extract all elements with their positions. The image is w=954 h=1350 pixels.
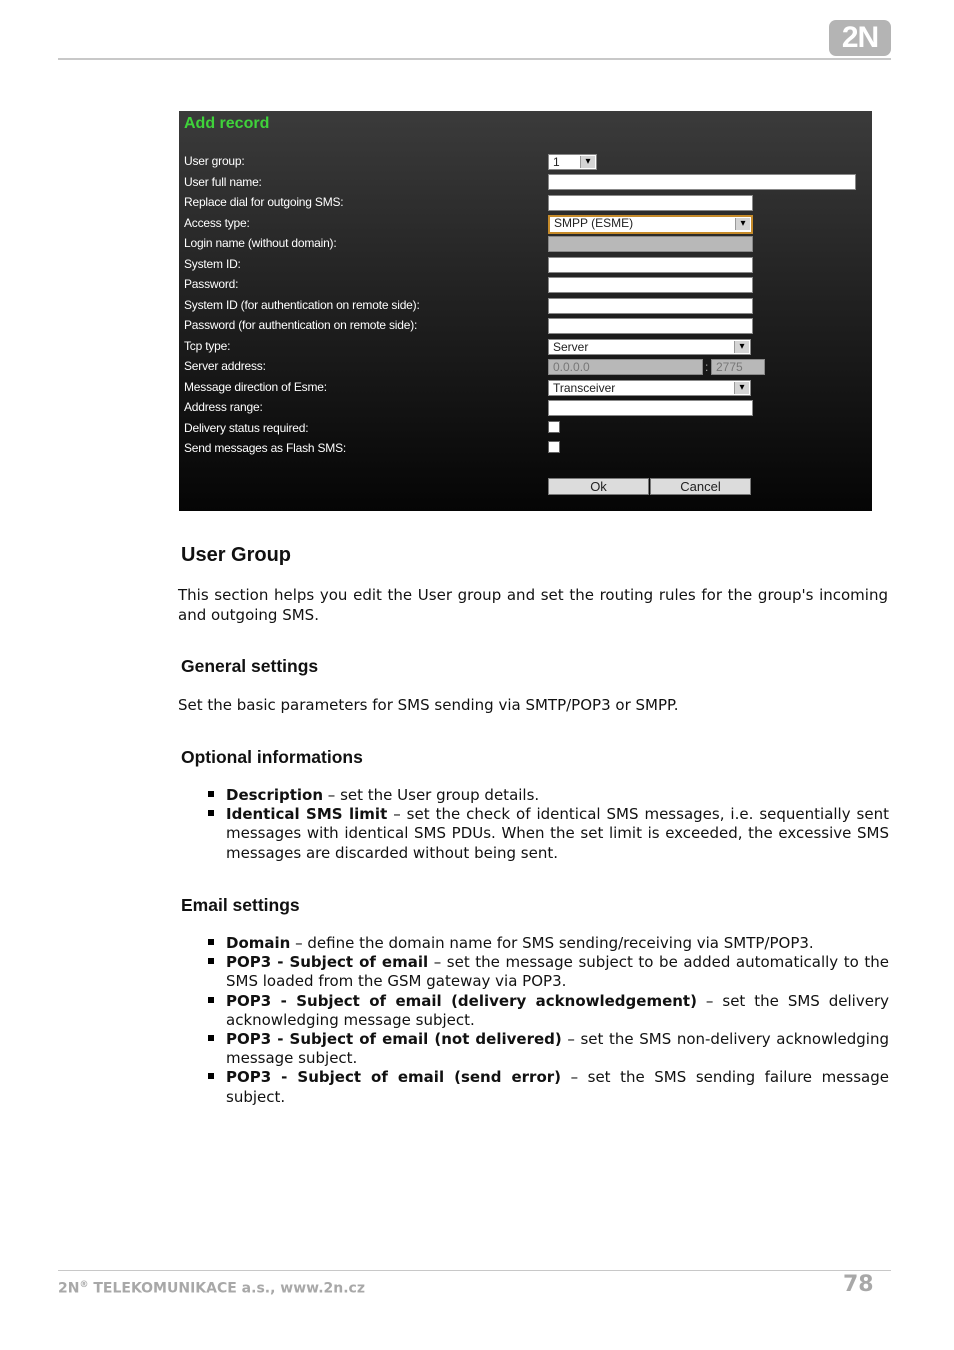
delivery-status-checkbox[interactable] xyxy=(548,421,560,433)
list-item: POP3 - Subject of email (not delivered) – set the SMS non-delivery acknowledging message subject. xyxy=(206,1030,889,1068)
system-id-remote-input[interactable] xyxy=(548,298,753,314)
password-input[interactable] xyxy=(548,277,753,293)
user-group-label: User group: xyxy=(184,154,245,168)
system-id-label: System ID: xyxy=(184,257,241,271)
list-item: POP3 - Subject of email (delivery acknowledgement) – set the SMS delivery acknowledging message subject. xyxy=(206,992,889,1030)
user-group-intro: This section helps you edit the User group and set the routing rules for the group's incoming and outgoing SMS. xyxy=(178,586,888,624)
message-direction-select[interactable]: Transceiver ▾ xyxy=(548,380,751,396)
header-rule xyxy=(58,58,891,60)
user-full-name-input[interactable] xyxy=(548,174,856,190)
message-direction-label: Message direction of Esme: xyxy=(184,380,327,394)
cancel-button[interactable]: Cancel xyxy=(650,478,751,495)
user-group-select[interactable]: 1 ▾ xyxy=(548,154,597,170)
password-remote-input[interactable] xyxy=(548,318,753,334)
system-id-remote-label: System ID (for authentication on remote side): xyxy=(184,298,420,312)
user-group-heading: User Group xyxy=(181,544,292,566)
server-port-input[interactable]: 2775 xyxy=(711,359,765,375)
login-name-label: Login name (without domain): xyxy=(184,236,337,250)
list-item: Domain – define the domain name for SMS sending/receiving via SMTP/POP3. xyxy=(206,934,889,953)
list-item: Identical SMS limit – set the check of identical SMS messages, i.e. sequentially sent messages with identical SMS PDUs. When the set limit is exceeded, the excessive SMS messages are discarded without being sent. xyxy=(206,805,889,863)
replace-dial-label: Replace dial for outgoing SMS: xyxy=(184,195,344,209)
system-id-input[interactable] xyxy=(548,257,753,273)
email-settings-heading: Email settings xyxy=(181,895,300,915)
optional-informations-list xyxy=(206,786,889,863)
list-item: Description – set the User group details. xyxy=(206,786,889,805)
address-separator: : xyxy=(705,360,709,374)
email-settings-list xyxy=(206,934,889,1107)
address-range-label: Address range: xyxy=(184,400,263,414)
footer-rule xyxy=(58,1270,891,1271)
flash-sms-label: Send messages as Flash SMS: xyxy=(184,441,347,455)
user-full-name-label: User full name: xyxy=(184,175,262,189)
login-name-input[interactable] xyxy=(548,236,753,252)
server-ip-input[interactable]: 0.0.0.0 xyxy=(548,359,703,375)
general-settings-text: Set the basic parameters for SMS sending via SMTP/POP3 or SMPP. xyxy=(178,696,679,714)
general-settings-heading: General settings xyxy=(181,656,319,676)
password-remote-label: Password (for authentication on remote side): xyxy=(184,318,418,332)
list-item: POP3 - Subject of email – set the message subject to be added automatically to the SMS loaded from the GSM gateway via POP3. xyxy=(206,953,889,991)
tcp-type-label: Tcp type: xyxy=(184,339,231,353)
2n-logo: 2N xyxy=(829,20,891,56)
replace-dial-input[interactable] xyxy=(548,195,753,211)
address-range-input[interactable] xyxy=(548,400,753,416)
tcp-type-select[interactable]: Server ▾ xyxy=(548,339,751,355)
password-label: Password: xyxy=(184,277,239,291)
list-item: POP3 - Subject of email (send error) – set the SMS sending failure message subject. xyxy=(206,1068,889,1106)
add-record-screenshot xyxy=(179,111,872,511)
access-type-select[interactable]: SMPP (ESME) ▾ xyxy=(548,215,753,234)
page-number: 78 xyxy=(843,1272,874,1297)
delivery-status-label: Delivery status required: xyxy=(184,421,309,435)
footer-company: 2N® TELEKOMUNIKACE a.s., www.2n.cz xyxy=(58,1280,365,1297)
flash-sms-checkbox[interactable] xyxy=(548,441,560,453)
ok-button[interactable]: Ok xyxy=(548,478,649,495)
add-record-title: Add record xyxy=(184,115,270,132)
optional-informations-heading: Optional informations xyxy=(181,747,363,767)
server-address-label: Server address: xyxy=(184,359,266,373)
access-type-label: Access type: xyxy=(184,216,250,230)
